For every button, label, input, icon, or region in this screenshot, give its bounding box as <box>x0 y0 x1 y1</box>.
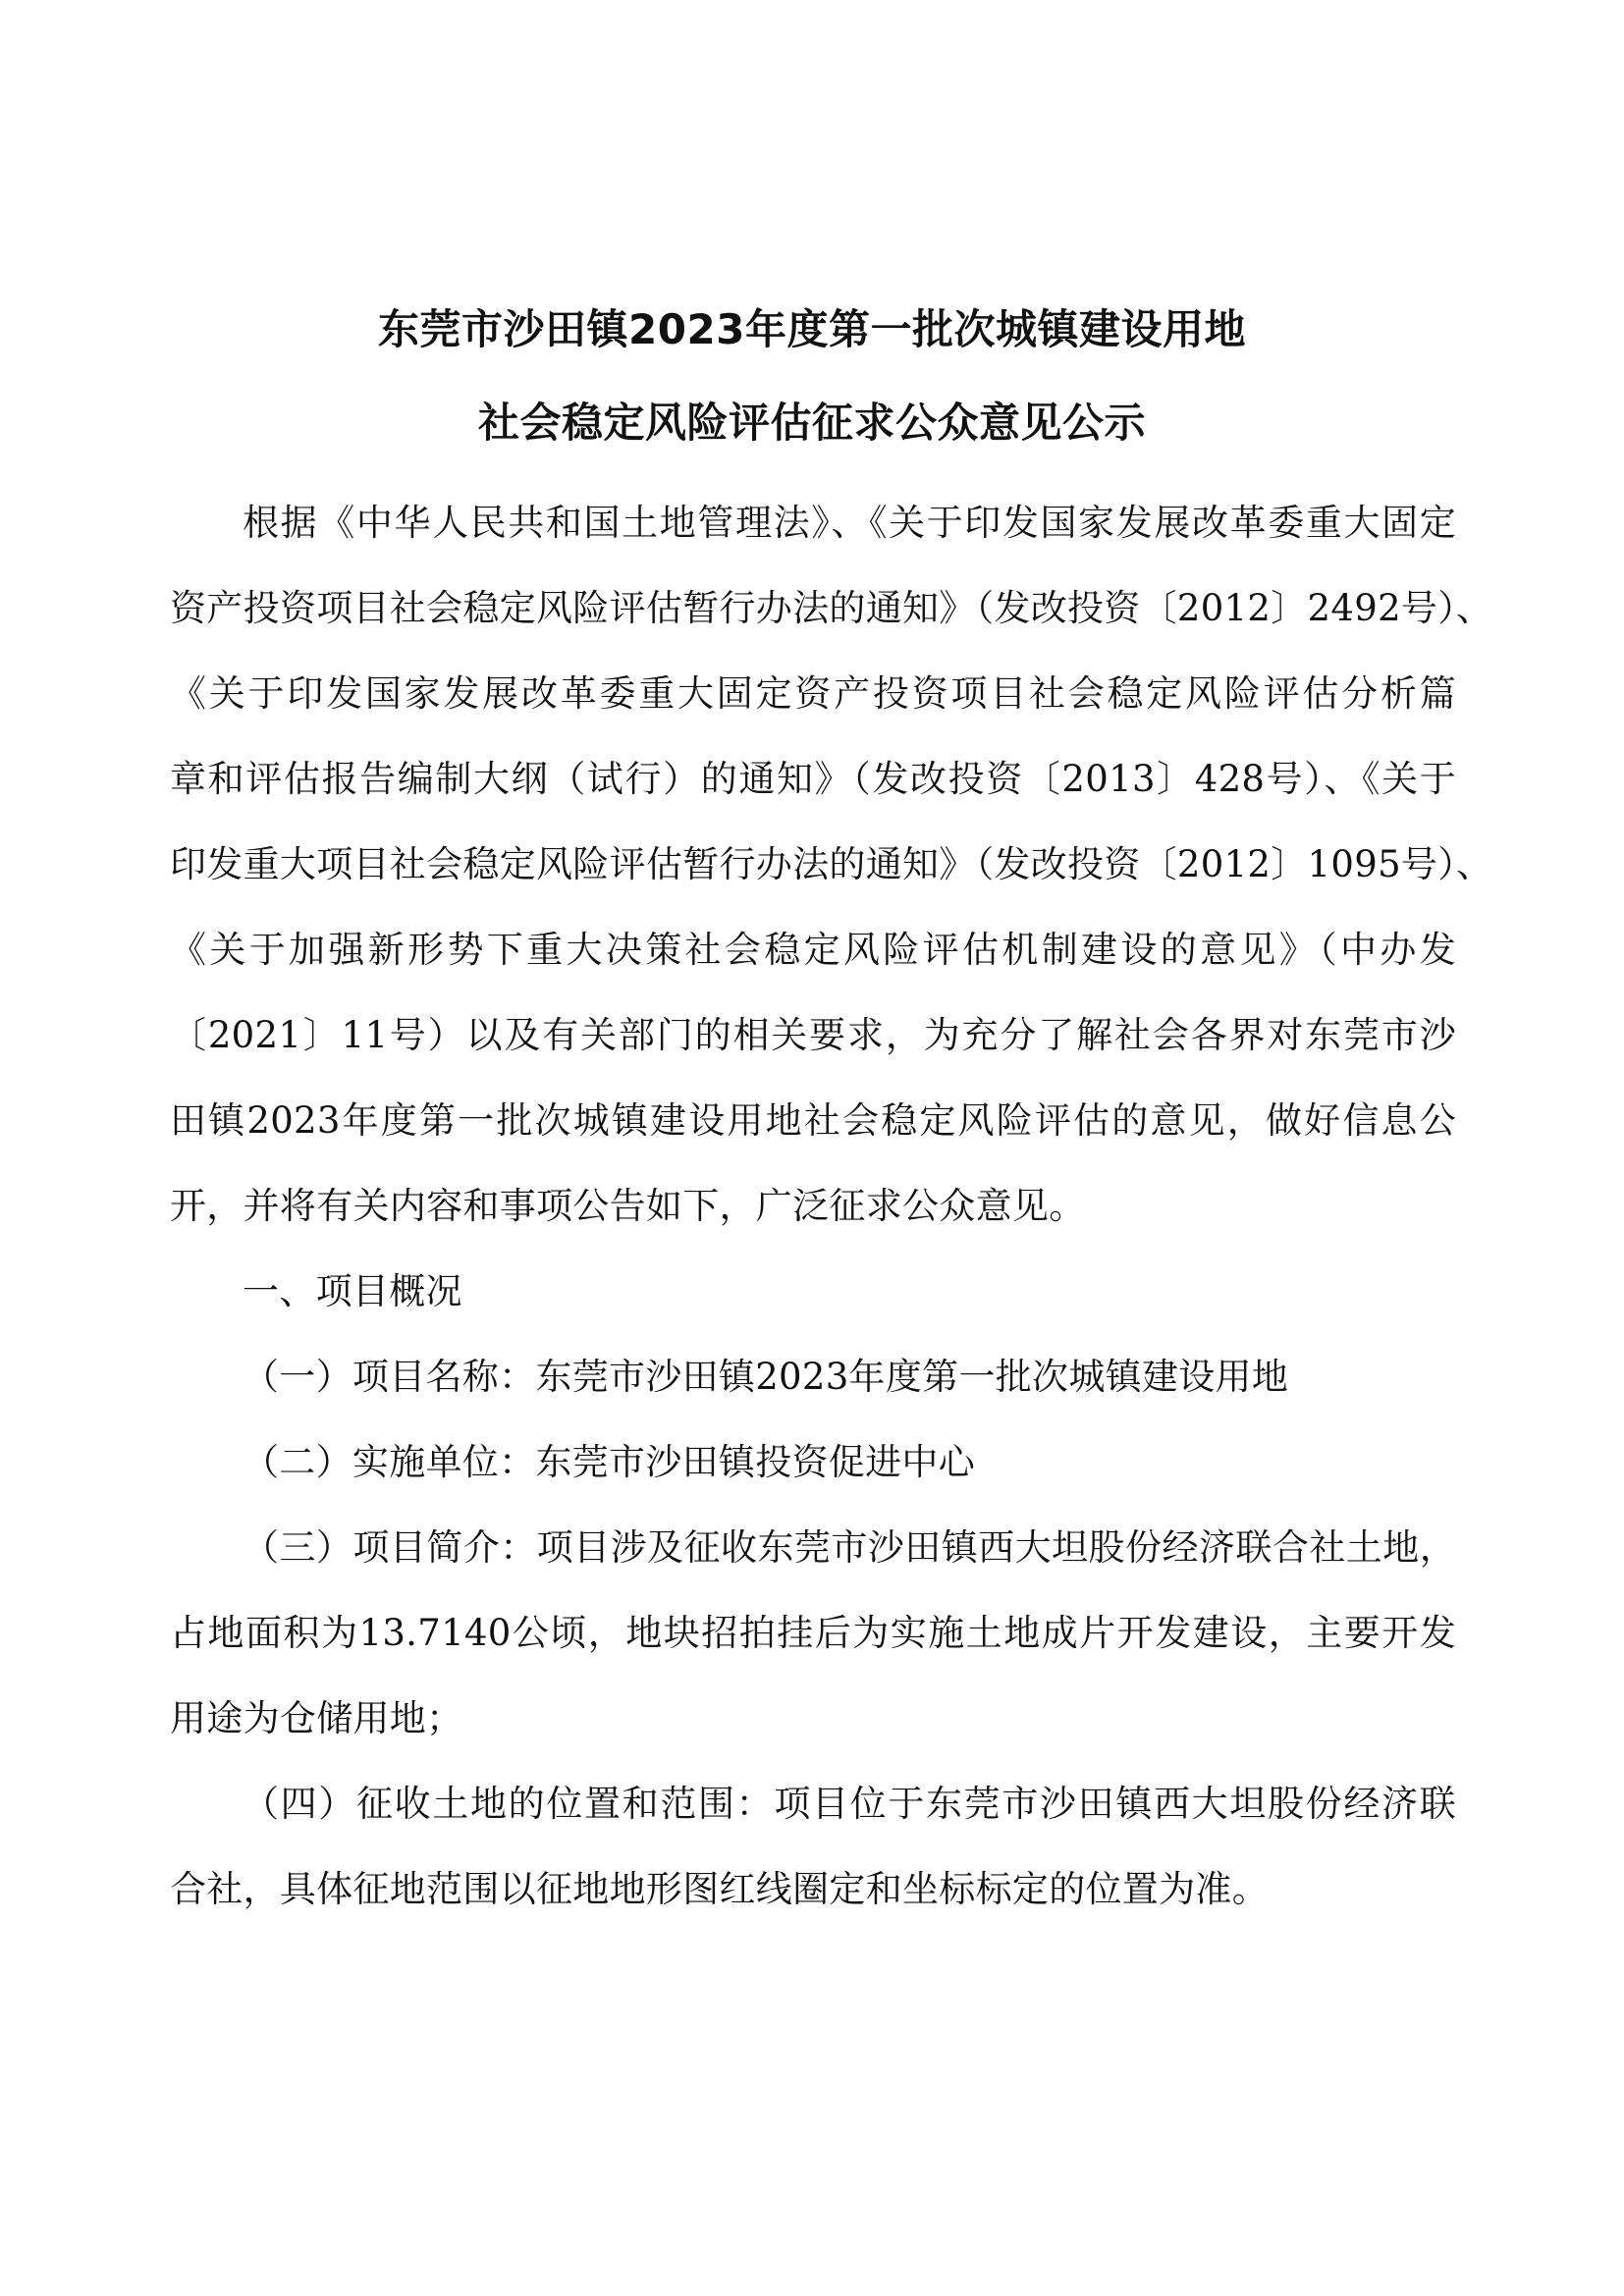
section-heading-text: 一、项目概况 <box>243 1270 462 1312</box>
intro-paragraph <box>170 480 1493 1249</box>
document-title <box>0 283 1624 469</box>
project-name-text: （一）项目名称：东莞市沙田镇2023年度第一批次城镇建设用地 <box>243 1356 1289 1398</box>
text-line: 印发重大项目社会稳定风险评估暂行办法的通知》（发改投资〔2012〕1095号）、 <box>170 843 1493 885</box>
text-line: 章和评估报告编制大纲（试行）的通知》（发改投资〔2013〕428号）、《关于 <box>170 758 1456 800</box>
text-line: 资产投资项目社会稳定风险评估暂行办法的通知》（发改投资〔2012〕2492号）、 <box>170 587 1493 629</box>
title-line-2: 社会稳定风险评估征求公众意见公示 <box>477 399 1146 447</box>
text-line: 《关于印发国家发展改革委重大固定资产投资项目社会稳定风险评估分析篇 <box>170 672 1456 715</box>
text-line: 占地面积为13.7140公顷，地块招拍挂后为实施土地成片开发建设，主要开发 <box>170 1612 1456 1654</box>
section-heading <box>170 1249 1456 1334</box>
text-line: （三）项目简介：项目涉及征收东莞市沙田镇西大坦股份经济联合社土地， <box>243 1526 1456 1569</box>
text-line: 开，并将有关内容和事项公告如下，广泛征求公众意见。 <box>170 1185 1086 1227</box>
title-line-1: 东莞市沙田镇2023年度第一批次城镇建设用地 <box>378 305 1246 353</box>
text-line: 〔2021〕11号）以及有关部门的相关要求，为充分了解社会各界对东莞市沙 <box>170 1014 1456 1056</box>
text-line: 根据《中华人民共和国土地管理法》、《关于印发国家发展改革委重大固定 <box>243 502 1456 544</box>
text-line: （四）征收土地的位置和范围：项目位于东莞市沙田镇西大坦股份经济联 <box>243 1783 1456 1825</box>
land-location-item <box>170 1761 1456 1932</box>
implementing-unit-text: （二）实施单位：东莞市沙田镇投资促进中心 <box>243 1441 975 1483</box>
text-line: 合社，具体征地范围以征地地形图红线圈定和坐标标定的位置为准。 <box>170 1868 1269 1910</box>
document-body <box>170 480 1493 1932</box>
implementing-unit-item <box>170 1419 1456 1505</box>
project-summary-item <box>170 1505 1456 1761</box>
project-name-item <box>170 1334 1456 1419</box>
text-line: 用途为仓储用地； <box>170 1697 463 1739</box>
text-line: 《关于加强新形势下重大决策社会稳定风险评估机制建设的意见》（中办发 <box>170 929 1456 971</box>
text-line: 田镇2023年度第一批次城镇建设用地社会稳定风险评估的意见，做好信息公 <box>170 1099 1456 1142</box>
